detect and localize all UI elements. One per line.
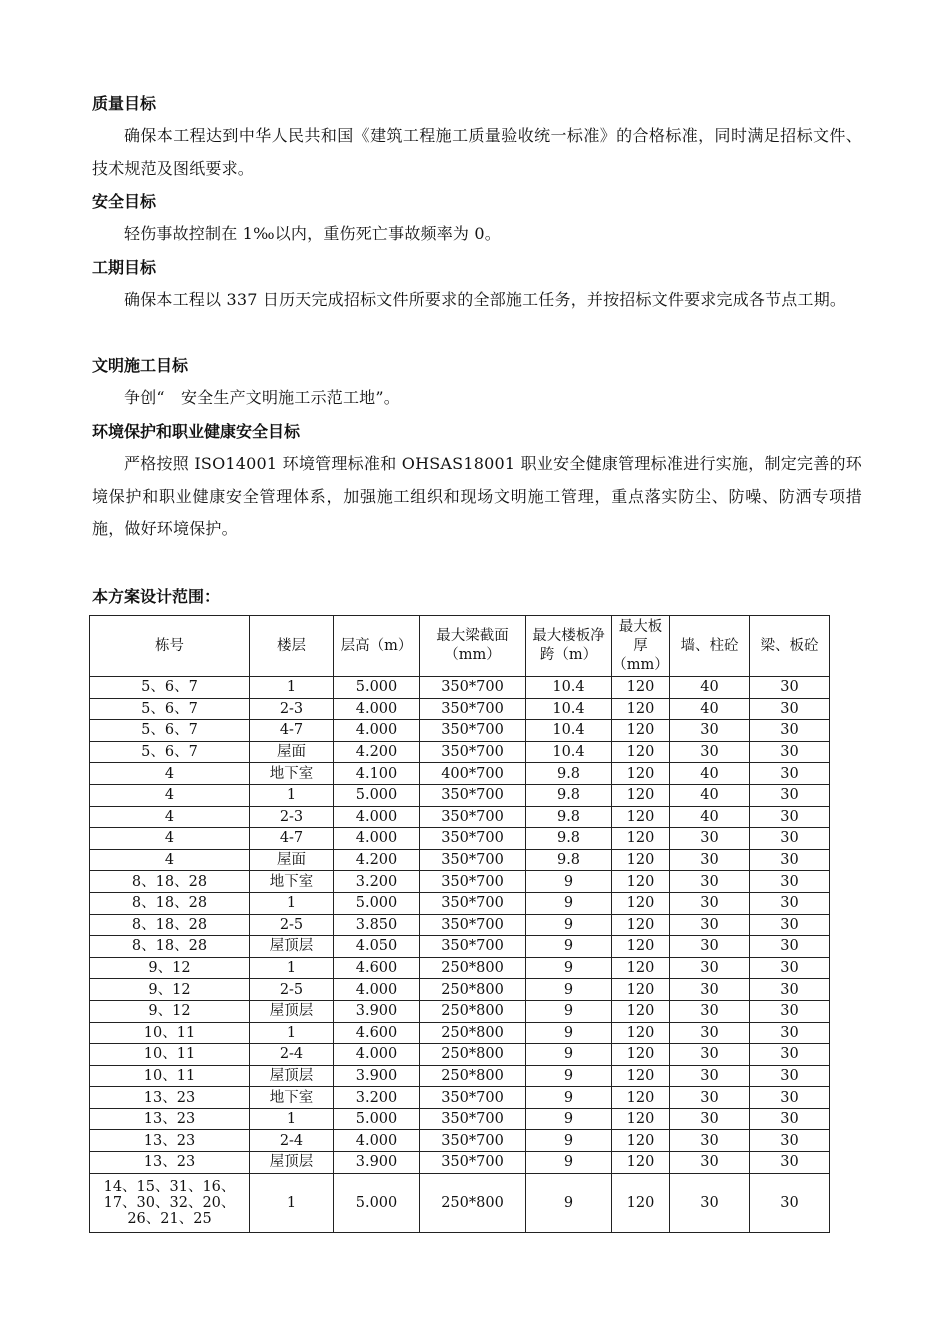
cell-floor: 4-7 (250, 828, 334, 850)
cell-slab-span: 9 (526, 1173, 612, 1232)
cell-slab-span: 9.8 (526, 828, 612, 850)
table-row (90, 957, 830, 979)
cell-floor-height: 4.000 (334, 698, 420, 720)
table-row (90, 741, 830, 763)
table-row (90, 677, 830, 699)
cell-floor: 屋顶层 (250, 1000, 334, 1022)
cell-wall-column-concrete: 30 (670, 741, 750, 763)
cell-floor-height: 5.000 (334, 892, 420, 914)
table-body (90, 677, 830, 1233)
table-row (90, 1152, 830, 1174)
cell-wall-column-concrete: 30 (670, 1087, 750, 1109)
cell-floor: 屋面 (250, 849, 334, 871)
safety-goal-text: 轻伤事故控制在 1‰以内，重伤死亡事故频率为 0。 (124, 224, 502, 243)
cell-slab-span: 9 (526, 914, 612, 936)
cell-floor-height: 5.000 (334, 677, 420, 699)
table-row (90, 1108, 830, 1130)
cell-beam-slab-concrete: 30 (750, 1152, 830, 1174)
quality-goal-heading: 质量目标 (92, 94, 157, 113)
cell-slab-thickness: 120 (612, 1000, 670, 1022)
cell-building-no: 8、18、28 (90, 892, 250, 914)
cell-floor-height: 4.200 (334, 849, 420, 871)
cell-floor-height: 4.200 (334, 741, 420, 763)
cell-floor: 1 (250, 677, 334, 699)
cell-building-no: 8、18、28 (90, 914, 250, 936)
cell-building-no: 13、23 (90, 1108, 250, 1130)
table-row (90, 1087, 830, 1109)
cell-beam-section: 250*800 (420, 1022, 526, 1044)
table-row (90, 871, 830, 893)
cell-wall-column-concrete: 30 (670, 957, 750, 979)
cell-beam-slab-concrete: 30 (750, 979, 830, 1001)
cell-slab-span: 9 (526, 1152, 612, 1174)
cell-floor: 2-3 (250, 698, 334, 720)
cell-slab-span: 10.4 (526, 741, 612, 763)
cell-building-no: 4 (90, 784, 250, 806)
cell-wall-column-concrete: 40 (670, 763, 750, 785)
cell-slab-span: 9 (526, 936, 612, 958)
cell-beam-slab-concrete: 30 (750, 1000, 830, 1022)
cell-floor-height: 4.000 (334, 720, 420, 742)
table-row (90, 1044, 830, 1066)
table-row (90, 1173, 830, 1232)
cell-floor: 1 (250, 1022, 334, 1044)
cell-slab-span: 10.4 (526, 720, 612, 742)
environment-health-text: 严格按照 ISO14001 环境管理标准和 OHSAS18001 职业安全健康管理标准进行实施，制定完善的环境保护和职业健康安全管理体系，加强施工组织和现场文明施工管理，重点落实防尘、防噪、防洒专项措施，做好环境保护。 (92, 454, 862, 538)
cell-floor: 1 (250, 784, 334, 806)
cell-beam-section: 250*800 (420, 1065, 526, 1087)
table-row (90, 979, 830, 1001)
cell-beam-section: 350*700 (420, 698, 526, 720)
cell-beam-section: 350*700 (420, 1087, 526, 1109)
cell-slab-thickness: 120 (612, 936, 670, 958)
cell-slab-thickness: 120 (612, 1022, 670, 1044)
cell-beam-slab-concrete: 30 (750, 914, 830, 936)
cell-wall-column-concrete: 30 (670, 828, 750, 850)
cell-floor-height: 4.600 (334, 1022, 420, 1044)
cell-beam-slab-concrete: 30 (750, 936, 830, 958)
cell-beam-section: 350*700 (420, 892, 526, 914)
cell-slab-span: 9 (526, 1108, 612, 1130)
cell-slab-thickness: 120 (612, 1173, 670, 1232)
cell-beam-section: 350*700 (420, 914, 526, 936)
cell-wall-column-concrete: 30 (670, 1108, 750, 1130)
cell-building-no: 4 (90, 763, 250, 785)
table-row (90, 914, 830, 936)
header-max-slab-span: 最大楼板净跨（m） (526, 616, 612, 677)
cell-floor: 1 (250, 1108, 334, 1130)
cell-slab-span: 9.8 (526, 806, 612, 828)
cell-beam-slab-concrete: 30 (750, 1065, 830, 1087)
cell-slab-span: 10.4 (526, 677, 612, 699)
cell-floor-height: 4.600 (334, 957, 420, 979)
cell-floor: 2-4 (250, 1044, 334, 1066)
cell-wall-column-concrete: 40 (670, 806, 750, 828)
cell-beam-section: 350*700 (420, 720, 526, 742)
cell-beam-slab-concrete: 30 (750, 871, 830, 893)
cell-floor: 屋顶层 (250, 1152, 334, 1174)
header-floor: 楼层 (250, 616, 334, 677)
cell-slab-span: 9.8 (526, 763, 612, 785)
cell-slab-thickness: 120 (612, 806, 670, 828)
table-row (90, 720, 830, 742)
quality-goal-text: 确保本工程达到中华人民共和国《建筑工程施工质量验收统一标准》的合格标准，同时满足招标文件、技术规范及图纸要求。 (92, 126, 862, 178)
cell-beam-section: 350*700 (420, 677, 526, 699)
design-scope-table (89, 615, 830, 1233)
cell-slab-thickness: 120 (612, 1152, 670, 1174)
schedule-goal-heading: 工期目标 (92, 258, 157, 277)
cell-slab-span: 9 (526, 957, 612, 979)
cell-floor: 地下室 (250, 871, 334, 893)
table-row (90, 892, 830, 914)
cell-wall-column-concrete: 30 (670, 914, 750, 936)
cell-floor-height: 4.000 (334, 1130, 420, 1152)
cell-floor-height: 3.900 (334, 1000, 420, 1022)
cell-floor-height: 3.200 (334, 1087, 420, 1109)
cell-beam-section: 250*800 (420, 1173, 526, 1232)
table-row (90, 849, 830, 871)
cell-slab-span: 9.8 (526, 849, 612, 871)
cell-building-no: 10、11 (90, 1044, 250, 1066)
cell-slab-thickness: 120 (612, 1130, 670, 1152)
cell-slab-span: 9 (526, 1130, 612, 1152)
design-scope-title: 本方案设计范围： (92, 587, 221, 606)
cell-slab-thickness: 120 (612, 979, 670, 1001)
cell-floor: 地下室 (250, 1087, 334, 1109)
cell-beam-slab-concrete: 30 (750, 1087, 830, 1109)
cell-floor: 2-5 (250, 979, 334, 1001)
cell-wall-column-concrete: 30 (670, 1022, 750, 1044)
cell-beam-slab-concrete: 30 (750, 1022, 830, 1044)
cell-floor-height: 3.900 (334, 1065, 420, 1087)
cell-beam-slab-concrete: 30 (750, 892, 830, 914)
cell-building-no: 9、12 (90, 979, 250, 1001)
cell-floor: 2-5 (250, 914, 334, 936)
cell-slab-span: 9 (526, 871, 612, 893)
cell-wall-column-concrete: 30 (670, 1044, 750, 1066)
cell-beam-slab-concrete: 30 (750, 849, 830, 871)
cell-wall-column-concrete: 30 (670, 1065, 750, 1087)
cell-slab-thickness: 120 (612, 677, 670, 699)
cell-building-no: 10、11 (90, 1022, 250, 1044)
cell-floor-height: 3.200 (334, 871, 420, 893)
cell-floor: 屋顶层 (250, 936, 334, 958)
cell-beam-slab-concrete: 30 (750, 1130, 830, 1152)
cell-slab-thickness: 120 (612, 828, 670, 850)
cell-wall-column-concrete: 30 (670, 849, 750, 871)
cell-beam-section: 350*700 (420, 806, 526, 828)
cell-beam-slab-concrete: 30 (750, 763, 830, 785)
table-row (90, 936, 830, 958)
cell-beam-slab-concrete: 30 (750, 1108, 830, 1130)
table-row (90, 1065, 830, 1087)
cell-floor: 屋面 (250, 741, 334, 763)
cell-building-no: 14、15、31、16、17、30、32、20、26、21、25 (90, 1173, 250, 1232)
cell-floor: 1 (250, 1173, 334, 1232)
cell-slab-span: 9 (526, 1000, 612, 1022)
cell-beam-slab-concrete: 30 (750, 720, 830, 742)
cell-floor-height: 5.000 (334, 1173, 420, 1232)
cell-slab-thickness: 120 (612, 1044, 670, 1066)
cell-wall-column-concrete: 30 (670, 871, 750, 893)
cell-wall-column-concrete: 30 (670, 1000, 750, 1022)
cell-beam-slab-concrete: 30 (750, 677, 830, 699)
cell-slab-thickness: 120 (612, 720, 670, 742)
cell-beam-slab-concrete: 30 (750, 1044, 830, 1066)
cell-wall-column-concrete: 30 (670, 979, 750, 1001)
cell-beam-section: 350*700 (420, 871, 526, 893)
cell-floor-height: 5.000 (334, 784, 420, 806)
cell-slab-span: 9 (526, 1065, 612, 1087)
cell-floor: 1 (250, 957, 334, 979)
cell-wall-column-concrete: 30 (670, 1173, 750, 1232)
cell-slab-span: 9 (526, 979, 612, 1001)
cell-building-no: 5、6、7 (90, 741, 250, 763)
cell-beam-section: 350*700 (420, 828, 526, 850)
cell-beam-slab-concrete: 30 (750, 957, 830, 979)
cell-slab-thickness: 120 (612, 784, 670, 806)
header-max-beam-section: 最大梁截面（mm） (420, 616, 526, 677)
cell-beam-section: 350*700 (420, 936, 526, 958)
cell-floor-height: 4.050 (334, 936, 420, 958)
table-header-row (90, 616, 830, 677)
cell-slab-span: 9 (526, 1087, 612, 1109)
cell-building-no: 9、12 (90, 957, 250, 979)
cell-floor: 4-7 (250, 720, 334, 742)
cell-beam-section: 350*700 (420, 1130, 526, 1152)
cell-building-no: 4 (90, 806, 250, 828)
cell-slab-thickness: 120 (612, 763, 670, 785)
cell-beam-section: 350*700 (420, 784, 526, 806)
cell-wall-column-concrete: 40 (670, 677, 750, 699)
table-row (90, 828, 830, 850)
cell-slab-thickness: 120 (612, 849, 670, 871)
cell-slab-thickness: 120 (612, 957, 670, 979)
schedule-goal-text: 确保本工程以 337 日历天完成招标文件所要求的全部施工任务，并按招标文件要求完成各节点工期。 (124, 290, 847, 309)
cell-wall-column-concrete: 30 (670, 720, 750, 742)
table-row (90, 763, 830, 785)
cell-slab-thickness: 120 (612, 871, 670, 893)
cell-floor: 地下室 (250, 763, 334, 785)
header-floor-height: 层高（m） (334, 616, 420, 677)
civilized-construction-heading: 文明施工目标 (92, 356, 189, 375)
cell-slab-thickness: 120 (612, 1087, 670, 1109)
cell-wall-column-concrete: 30 (670, 1130, 750, 1152)
cell-floor: 2-4 (250, 1130, 334, 1152)
table-row (90, 806, 830, 828)
cell-slab-span: 9 (526, 1022, 612, 1044)
cell-floor: 2-3 (250, 806, 334, 828)
cell-floor: 1 (250, 892, 334, 914)
civilized-construction-text: 争创“ 安全生产文明施工示范工地”。 (124, 388, 400, 407)
cell-slab-thickness: 120 (612, 698, 670, 720)
cell-floor-height: 3.900 (334, 1152, 420, 1174)
cell-beam-section: 250*800 (420, 1000, 526, 1022)
table-row (90, 698, 830, 720)
cell-building-no: 5、6、7 (90, 720, 250, 742)
cell-beam-section: 250*800 (420, 1044, 526, 1066)
cell-building-no: 5、6、7 (90, 677, 250, 699)
header-wall-column-concrete: 墙、柱砼 (670, 616, 750, 677)
cell-slab-thickness: 120 (612, 1065, 670, 1087)
cell-beam-section: 400*700 (420, 763, 526, 785)
cell-building-no: 9、12 (90, 1000, 250, 1022)
cell-floor-height: 5.000 (334, 1108, 420, 1130)
cell-floor: 屋顶层 (250, 1065, 334, 1087)
header-max-slab-thickness: 最大板厚（mm） (612, 616, 670, 677)
cell-slab-thickness: 120 (612, 914, 670, 936)
safety-goal-heading: 安全目标 (92, 192, 157, 211)
header-beam-slab-concrete: 梁、板砼 (750, 616, 830, 677)
cell-floor-height: 4.000 (334, 1044, 420, 1066)
cell-slab-span: 10.4 (526, 698, 612, 720)
cell-beam-section: 250*800 (420, 979, 526, 1001)
cell-wall-column-concrete: 30 (670, 892, 750, 914)
cell-building-no: 4 (90, 849, 250, 871)
cell-beam-section: 250*800 (420, 957, 526, 979)
cell-floor-height: 4.100 (334, 763, 420, 785)
cell-wall-column-concrete: 30 (670, 936, 750, 958)
cell-beam-slab-concrete: 30 (750, 828, 830, 850)
cell-wall-column-concrete: 30 (670, 1152, 750, 1174)
cell-beam-section: 350*700 (420, 849, 526, 871)
cell-building-no: 13、23 (90, 1130, 250, 1152)
cell-beam-slab-concrete: 30 (750, 741, 830, 763)
cell-floor-height: 4.000 (334, 979, 420, 1001)
cell-beam-slab-concrete: 30 (750, 784, 830, 806)
cell-floor-height: 4.000 (334, 806, 420, 828)
cell-wall-column-concrete: 40 (670, 784, 750, 806)
cell-building-no: 4 (90, 828, 250, 850)
cell-building-no: 10、11 (90, 1065, 250, 1087)
cell-beam-section: 350*700 (420, 1152, 526, 1174)
table-row (90, 784, 830, 806)
cell-slab-thickness: 120 (612, 1108, 670, 1130)
cell-building-no: 8、18、28 (90, 871, 250, 893)
table-row (90, 1022, 830, 1044)
environment-health-heading: 环境保护和职业健康安全目标 (92, 422, 301, 441)
cell-building-no: 13、23 (90, 1087, 250, 1109)
cell-beam-slab-concrete: 30 (750, 1173, 830, 1232)
header-building-no: 栋号 (90, 616, 250, 677)
table-row (90, 1130, 830, 1152)
cell-slab-span: 9.8 (526, 784, 612, 806)
cell-slab-span: 9 (526, 892, 612, 914)
table-row (90, 1000, 830, 1022)
cell-building-no: 13、23 (90, 1152, 250, 1174)
cell-slab-thickness: 120 (612, 741, 670, 763)
cell-slab-thickness: 120 (612, 892, 670, 914)
cell-building-no: 5、6、7 (90, 698, 250, 720)
cell-building-no: 8、18、28 (90, 936, 250, 958)
cell-beam-slab-concrete: 30 (750, 806, 830, 828)
cell-beam-slab-concrete: 30 (750, 698, 830, 720)
cell-slab-span: 9 (526, 1044, 612, 1066)
cell-beam-section: 350*700 (420, 741, 526, 763)
cell-floor-height: 4.000 (334, 828, 420, 850)
cell-beam-section: 350*700 (420, 1108, 526, 1130)
cell-wall-column-concrete: 40 (670, 698, 750, 720)
cell-floor-height: 3.850 (334, 914, 420, 936)
